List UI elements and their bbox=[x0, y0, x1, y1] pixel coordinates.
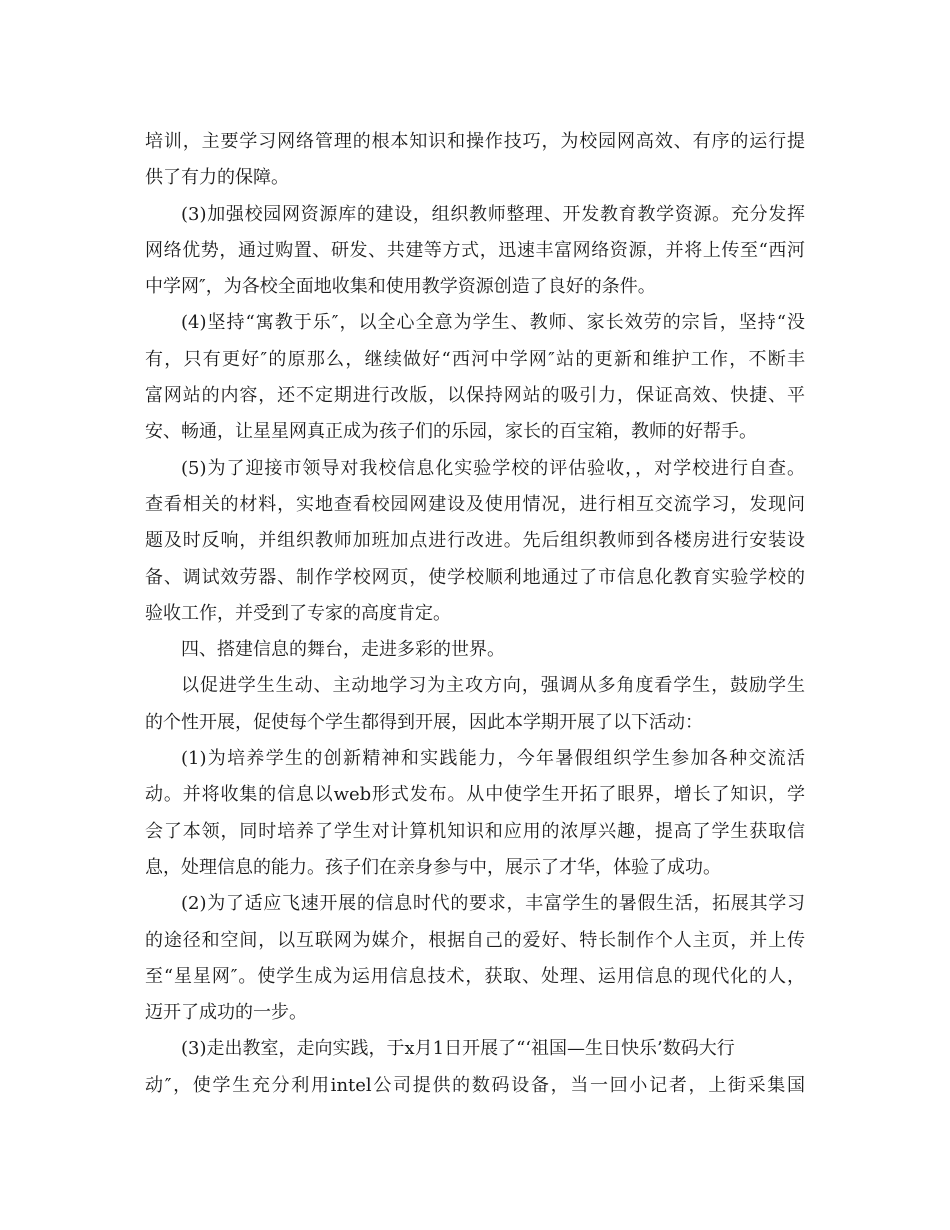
text-line: 网络优势，通过购置、研发、共建等方式，迅速丰富网络资源，并将上传至“西河 bbox=[145, 239, 805, 261]
text-line: 以促进学生生动、主动地学习为主攻方向，强调从多角度看学生，鼓励学生 bbox=[181, 675, 805, 697]
text-line: 供了有力的保障。 bbox=[145, 167, 289, 189]
text-line: (1)为培养学生的创新精神和实践能力，今年暑假组织学生参加各种交流活 bbox=[181, 748, 805, 770]
text-line: (2)为了适应飞速开展的信息时代的要求，丰富学生的暑假生活，拓展其学习 bbox=[181, 893, 805, 915]
text-line: (3)走出教室，走向实践，于x月1日开展了“‘祖国—生日快乐’数码大行 bbox=[181, 1038, 735, 1060]
text-line: 有，只有更好″的原那么，继续做好“西河中学网″站的更新和维护工作，不断丰 bbox=[145, 348, 805, 370]
text-line: (4)坚持“寓教于乐″，以全心全意为学生、教师、家长效劳的宗旨，坚持“没 bbox=[181, 312, 805, 334]
text-line: 动″，使学生充分利用intel公司提供的数码设备，当一回小记者，上街采集国 bbox=[145, 1074, 805, 1096]
text-line: 安、畅通，让星星网真正成为孩子们的乐园，家长的百宝箱，教师的好帮手。 bbox=[145, 421, 757, 443]
text-line: 动。并将收集的信息以web形式发布。从中使学生开拓了眼界，增长了知识，学 bbox=[145, 784, 805, 806]
text-line: (3)加强校园网资源库的建设，组织教师整理、开发教育教学资源。充分发挥 bbox=[181, 203, 805, 225]
text-line: 会了本领，同时培养了学生对计算机知识和应用的浓厚兴趣，提高了学生获取信 bbox=[145, 820, 805, 842]
text-line: 迈开了成功的一步。 bbox=[145, 1002, 307, 1024]
text-line: 查看相关的材料，实地查看校园网建设及使用情况，进行相互交流学习，发现问 bbox=[145, 493, 805, 515]
text-line: 至“星星网″。使学生成为运用信息技术，获取、处理、运用信息的现代化的人， bbox=[145, 965, 805, 987]
text-line: 富网站的内容，还不定期进行改版，以保持网站的吸引力，保证高效、快捷、平 bbox=[145, 385, 805, 407]
text-line: 验收工作，并受到了专家的高度肯定。 bbox=[145, 602, 451, 624]
text-line: 备、调试效劳器、制作学校网页，使学校顺利地通过了市信息化教育实验学校的 bbox=[145, 566, 805, 588]
document-body bbox=[145, 124, 805, 1104]
text-line: 息，处理信息的能力。孩子们在亲身参与中，展示了才华，体验了成功。 bbox=[145, 856, 721, 878]
text-line: 的个性开展，促使每个学生都得到开展，因此本学期开展了以下活动： bbox=[145, 711, 703, 733]
text-line: 中学网″，为各校全面地收集和使用教学资源创造了良好的条件。 bbox=[145, 276, 656, 298]
text-line: 的途径和空间，以互联网为媒介，根据自己的爱好、特长制作个人主页，并上传 bbox=[145, 929, 805, 951]
text-line: 四、搭建信息的舞台，走进多彩的世界。 bbox=[181, 639, 505, 661]
text-line: 题及时反响，并组织教师加班加点进行改进。先后组织教师到各楼房进行安装设 bbox=[145, 530, 805, 552]
text-line: (5)为了迎接市领导对我校信息化实验学校的评估验收，，对学校进行自查。 bbox=[181, 457, 805, 479]
text-line: 培训，主要学习网络管理的根本知识和操作技巧，为校园网高效、有序的运行提 bbox=[145, 131, 805, 152]
